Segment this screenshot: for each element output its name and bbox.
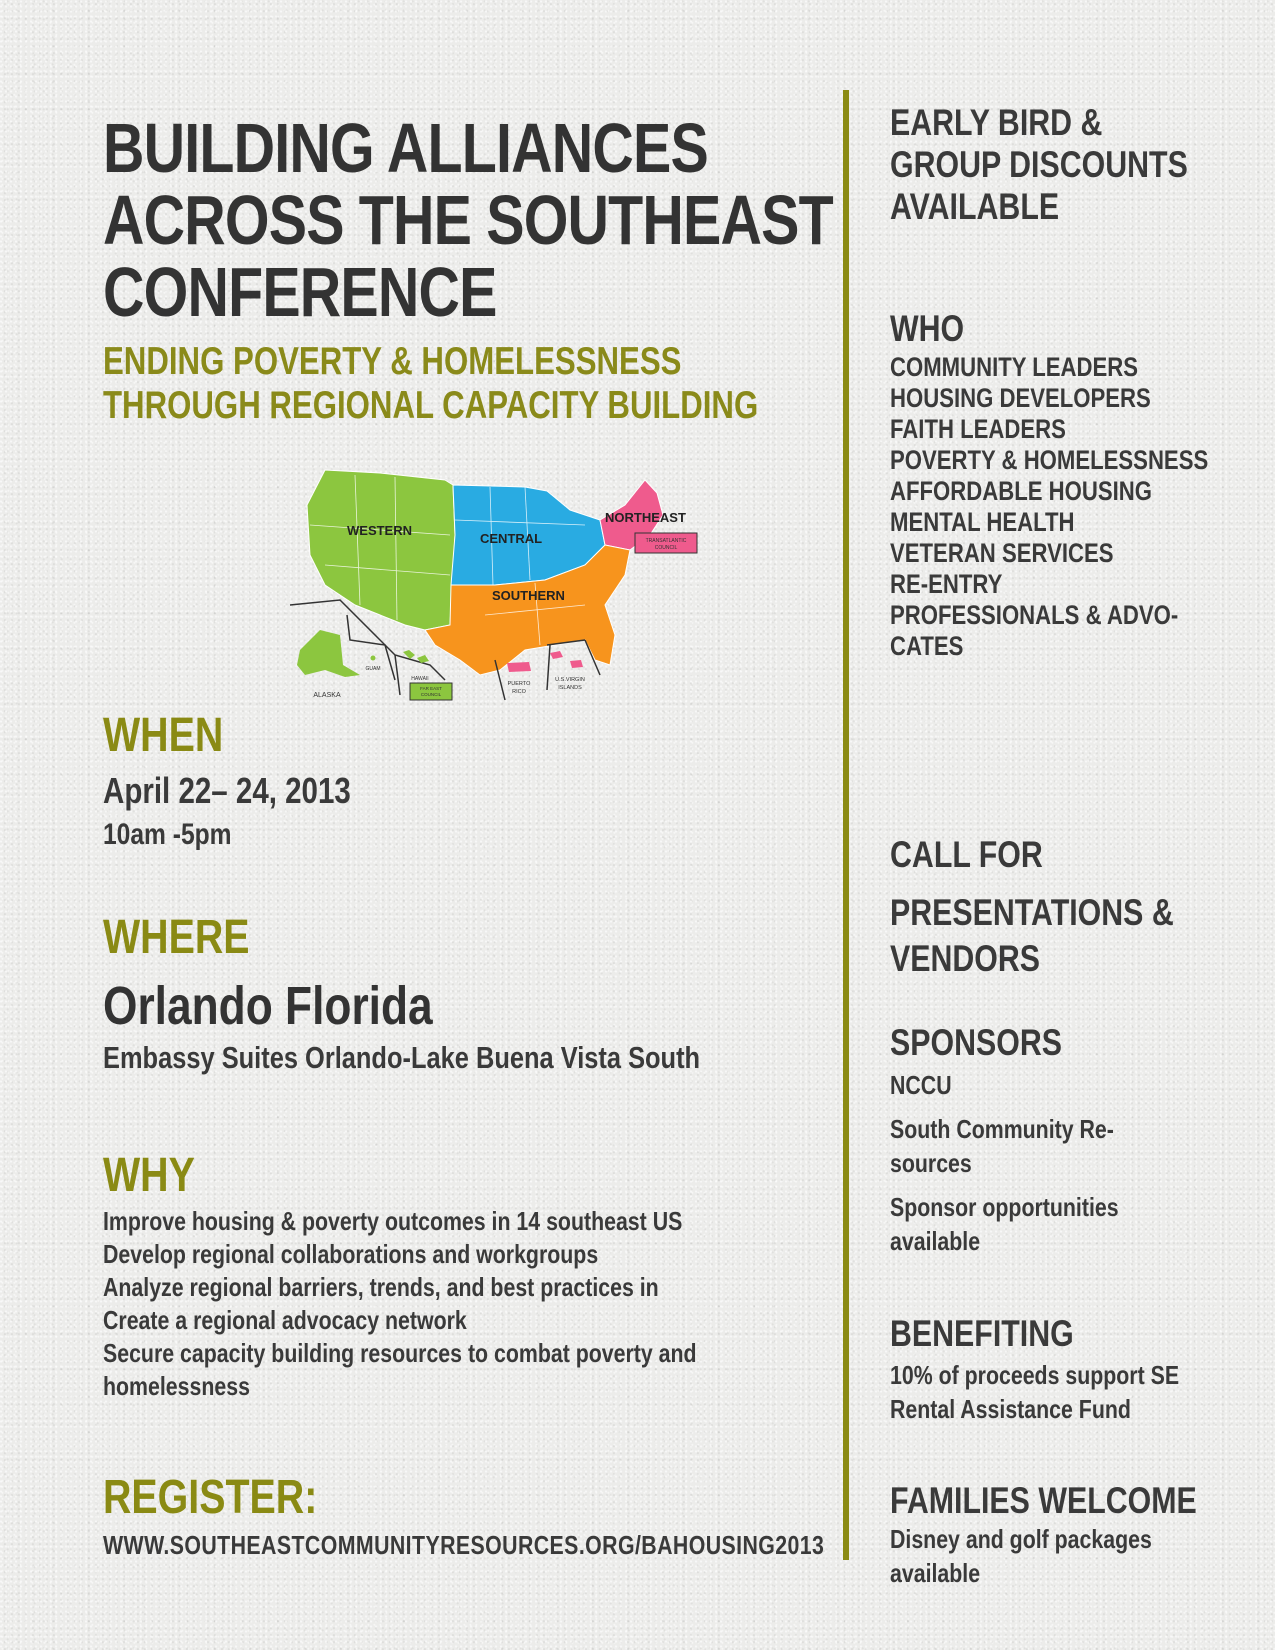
us-regions-map: [285, 465, 745, 740]
who-item: FAITH LEADERS: [890, 414, 1066, 444]
who-item: MENTAL HEALTH: [890, 507, 1075, 537]
who-heading: WHO: [890, 308, 965, 349]
title-line-2: ACROSS THE SOUTHEAST: [103, 181, 833, 259]
who-item: COMMUNITY LEADERS: [890, 352, 1139, 382]
families-heading: FAMILIES WELCOME: [890, 1480, 1197, 1521]
map-inset-guam: [371, 656, 376, 661]
why-list: [103, 1205, 697, 1403]
benefiting-line: Rental Assistance Fund: [890, 1394, 1131, 1424]
label-virgin-islands-2: ISLANDS: [558, 685, 582, 691]
why-heading: WHY: [103, 1149, 195, 1202]
sponsor-item: sources: [890, 1148, 972, 1178]
who-item: VETERAN SERVICES: [890, 538, 1114, 568]
sponsor-item: NCCU: [890, 1070, 952, 1100]
register-url[interactable]: WWW.SOUTHEASTCOMMUNITYRESOURCES.ORG/BAHOUSING2013: [103, 1530, 825, 1560]
far-east-line-2: COUNCIL: [420, 692, 442, 697]
column-divider: [843, 90, 849, 1560]
call-for-presentations: [890, 826, 1174, 988]
benefiting-heading: BENEFITING: [890, 1313, 1074, 1354]
sponsor-item: South Community Re-: [890, 1114, 1114, 1144]
benefiting-text: [890, 1358, 1179, 1426]
sponsors-list: [890, 1068, 1119, 1258]
why-item: homelessness: [103, 1371, 250, 1401]
map-region-western: [307, 470, 455, 630]
transatlantic-line-1: TRANSATLANTIC: [645, 538, 687, 544]
label-southern: SOUTHERN: [492, 588, 565, 603]
benefiting-line: 10% of proceeds support SE: [890, 1360, 1180, 1390]
call-line: VENDORS: [890, 938, 1041, 979]
label-northeast: NORTHEAST: [605, 510, 686, 525]
families-line: Disney and golf packages: [890, 1524, 1152, 1554]
event-date: April 22– 24, 2013: [103, 770, 351, 811]
label-western: WESTERN: [347, 523, 412, 538]
transatlantic-line-2: COUNCIL: [654, 545, 678, 551]
event-city: Orlando Florida: [103, 976, 433, 1036]
register-heading: REGISTER:: [103, 1471, 318, 1524]
label-virgin-islands-1: U.S.VIRGIN: [555, 677, 585, 683]
label-hawaii: HAWAII: [411, 676, 429, 682]
label-central: CENTRAL: [480, 531, 543, 546]
who-item: RE-ENTRY: [890, 569, 1003, 599]
subtitle-line-2: THROUGH REGIONAL CAPACITY BUILDING: [103, 384, 759, 427]
why-item: Analyze regional barriers, trends, and best practices in: [103, 1272, 659, 1302]
event-time: 10am -5pm: [103, 818, 232, 851]
label-puerto-rico-1: PUERTO: [507, 681, 531, 687]
map-inset-puerto-rico: [507, 662, 531, 672]
who-item: PROFESSIONALS & ADVO-: [890, 600, 1179, 630]
who-list: [890, 352, 1208, 662]
who-item: POVERTY & HOMELESSNESS: [890, 445, 1209, 475]
why-item: Secure capacity building resources to combat poverty and: [103, 1338, 697, 1368]
where-heading: WHERE: [103, 911, 250, 964]
subtitle-line-1: ENDING POVERTY & HOMELESSNESS: [103, 340, 682, 383]
label-alaska: ALASKA: [313, 692, 341, 699]
label-guam: GUAM: [365, 666, 381, 672]
event-venue: Embassy Suites Orlando-Lake Buena Vista South: [103, 1040, 701, 1075]
map-inset-alaska: [297, 630, 360, 677]
conference-title: [103, 109, 833, 331]
sponsor-item: available: [890, 1226, 981, 1256]
map-inset-virgin-islands: [550, 651, 583, 668]
label-puerto-rico-2: RICO: [512, 689, 526, 695]
sponsors-heading: SPONSORS: [890, 1022, 1062, 1063]
why-item: Create a regional advocacy network: [103, 1305, 467, 1335]
conference-subtitle: [103, 340, 758, 428]
why-item: Develop regional collaborations and workgroups: [103, 1239, 599, 1269]
when-heading: WHEN: [103, 709, 224, 762]
sponsor-item: Sponsor opportunities: [890, 1192, 1119, 1222]
discounts-line: GROUP DISCOUNTS: [890, 144, 1188, 185]
why-item: Improve housing & poverty outcomes in 14 southeast US: [103, 1206, 683, 1236]
call-line: PRESENTATIONS &: [890, 892, 1174, 933]
who-item: AFFORDABLE HOUSING: [890, 476, 1152, 506]
call-line: CALL FOR: [890, 834, 1043, 875]
far-east-line-1: FAR EAST: [420, 686, 442, 691]
who-item: CATES: [890, 631, 964, 661]
discounts-line: EARLY BIRD &: [890, 102, 1103, 143]
discounts-callout: [890, 102, 1188, 228]
title-line-3: CONFERENCE: [103, 253, 497, 331]
families-text: [890, 1522, 1152, 1590]
title-line-1: BUILDING ALLIANCES: [103, 109, 708, 187]
families-line: available: [890, 1558, 981, 1588]
discounts-line: AVAILABLE: [890, 186, 1060, 227]
who-item: HOUSING DEVELOPERS: [890, 383, 1151, 413]
